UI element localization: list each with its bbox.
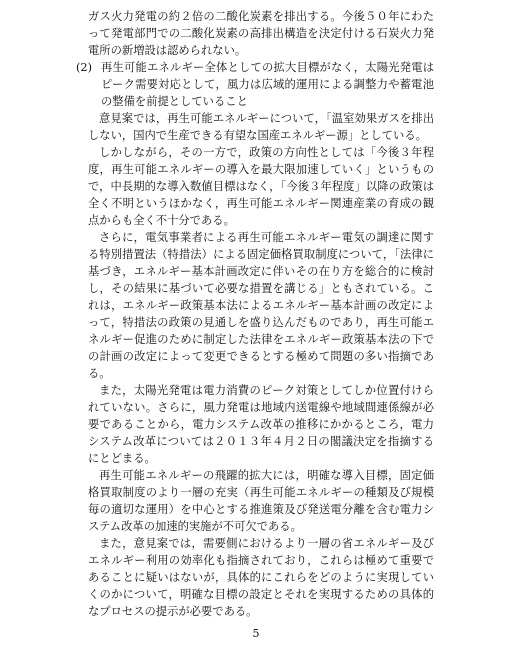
section-heading-number: (2) xyxy=(76,61,93,74)
paragraph-expansion-requirements: 再生可能エネルギーの飛躍的拡大には，明確な導入目標，固定価格買取制度のより一層の充実（再生可能エネルギーの種類及び規模毎の適切な運用）を中心とする推進策及び発送電分離を含む電力システム改革の加速的実施が不可欠である。 xyxy=(88,469,434,533)
paragraph-renewable-definition: 意見案では，再生可能エネルギーについて，「温室効果ガスを排出しない，国内で生産できる有望な国産エネルギー源」としている。 xyxy=(88,112,434,142)
paragraph-solar-wind: また，太陽光発電は電力消費のピーク対策としてしか位置付けられていない。さらに，風力発電は地域内送電線や地域間連係線が必要であることから，電力システム改革の推移にかかるところ，電力システム改革については２０１３年４月２日の閣議決定を指摘するにとどまる。 xyxy=(88,384,434,465)
body-text xyxy=(76,8,434,620)
paragraph-coal-power: ガス火力発電の約２倍の二酸化炭素を排出する。今後５０年にわたって発電部門での二酸化炭素の高排出構造を決定付ける石炭火力発電所の新増設は認められない。 xyxy=(88,10,434,57)
paragraph-demand-side: また，意見案では，需要側におけるより一層の省エネルギー及びエネルギー利用の効率化も指摘されており，これらは極めて重要であることに疑いはないが，具体的にこれらをどのように実現していくのかについて，明確な目標の設定とそれを実現するための具体的なプロセスの提示が必要である。 xyxy=(88,537,434,618)
section-heading-renewables xyxy=(76,59,434,110)
page-number: 5 xyxy=(252,627,260,640)
paragraph-feed-in-tariff: さらに，電気事業者による再生可能エネルギー電気の調達に関する特別措置法（特措法）による固定価格買取制度について，「法律に基づき，エネルギー基本計画改定に伴いその在り方を総合的に検討し，その結果に基づいて必要な措置を講じる」ともされている。これは，エネルギー政策基本法によるエネルギー基本計画の改定によって，特措法の政策の見通しを盛り込んだものであり，再生可能エネルギー促進のために制定した法律をエネルギー政策基本法の下での計画の改定によって変更できるとする極めて問題の多い指摘である。 xyxy=(88,231,434,380)
section-heading-text: 再生可能エネルギー全体としての拡大目標がなく，太陽光発電はピーク需要対応として，風力は広域的運用による調整力や蓄電池の整備を前提としていること xyxy=(101,61,434,108)
paragraph-policy-direction: しかしながら，その一方で，政策の方向性としては「今後３年程度，再生可能エネルギーの導入を最大限加速していく」というもので，中長期的な導入数値目標はなく，「今後３年程度」以降の政策は全く不明というほかなく，再生可能エネルギー関連産業の育成の観点からも全く不十分である。 xyxy=(88,146,434,227)
